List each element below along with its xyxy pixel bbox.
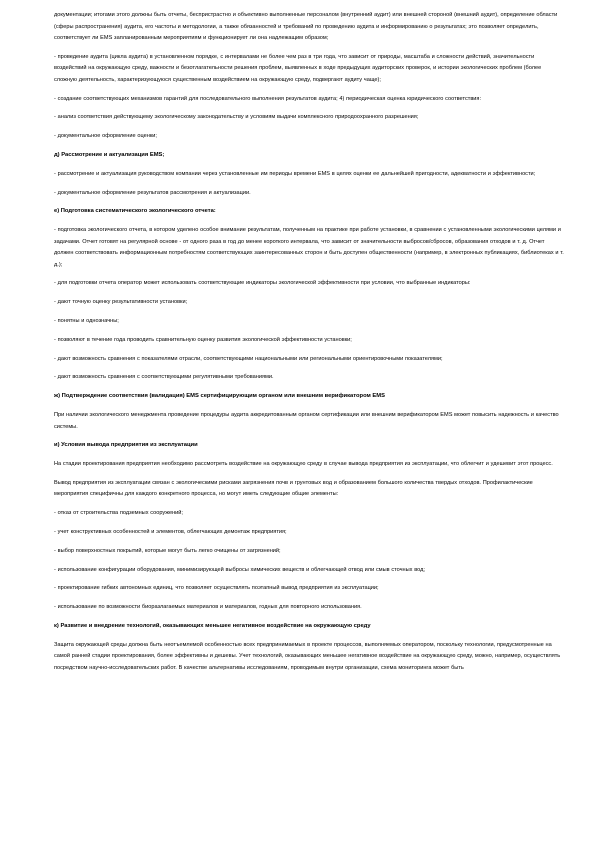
paragraph: - дают возможность сравнения с показателями отрасли, соответствующими национальными или региональными ориентировочными показателями; bbox=[54, 355, 443, 362]
paragraph: - дают точную оценку результативности установки; bbox=[54, 299, 188, 306]
paragraph: - учет конструктивных особенностей и элементов, облегчающих демонтаж предприятия; bbox=[54, 529, 287, 536]
paragraph: - создание соответствующих механизмов гарантий для последовательного выполнения результатов аудита; 4) периодическая оценка юридического соответствия: bbox=[54, 95, 482, 102]
section-heading: е) Подготовка систематического экологического отчета: bbox=[54, 208, 216, 215]
paragraph: - документальное оформление оценки; bbox=[54, 133, 157, 140]
paragraph: - использование конфигурации оборудования, минимизирующей выбросы химических веществ и облегчающей отвод или смыв сточных вод; bbox=[54, 566, 425, 573]
paragraph: Вывод предприятия из эксплуатации связан с экологическими рисками загрязнения почв и грунтовых вод и образованием большого количества твердых отходов. Профилактические мероприятия специфичны для каждого конкретного процесса, но могут иметь следующие общие элементы: bbox=[54, 479, 533, 498]
paragraph: - отказ от строительства подземных сооружений; bbox=[54, 510, 183, 517]
paragraph: При наличии экологического менеджмента проведение процедуры аудита аккредитованным органом сертификации или внешним верификатором EMS может повысить надежность и качество системы. bbox=[54, 412, 559, 430]
paragraph: - подготовка экологического отчета, в котором уделено особое внимание результатам, полученным на практике при работе установки, в сравнении с установленными экологическими целями и задачами. Отчет готовят на регулярной основе - от одного раза в год до менее короткого интервала, что зависит от значительности выбросов/сбросов, образования отходов и т. д. Отчет должен соответствовать информационным потребностям соответствующих заинтересованных сторон и быть доступен общественности (например, в электронных публикациях, библиотеках и т. д.); bbox=[54, 227, 564, 268]
section-heading: к) Развитие и внедрение технологий, оказывающих меньшее негативное воздействие на окружающую среду bbox=[54, 623, 371, 630]
paragraph: - использование по возможности биоразлагаемых материалов и материалов, годных для повторного использования. bbox=[54, 604, 362, 611]
paragraph: документации; итогами этого должны быть отчеты, беспристрастно и объективно выполненные персоналом (внутренний аудит) или внешней стороной (внешний аудит), определение области (сферы распространения) аудита, его частоты и методологии, а также обязанностей и требований по проведению аудита и информированию о результатах; это позволяет определить, соответствует ли EMS запланированным мероприятиям и функционирует ли она надлежащим образом; bbox=[54, 12, 558, 41]
paragraph: - для подготовки отчета оператор может использовать соответствующие индикаторы экологической эффективности при условии, что выбранные индикаторы: bbox=[54, 280, 471, 287]
section-heading: д) Рассмотрение и актуализация EMS; bbox=[54, 151, 165, 158]
paragraph: - проведение аудита (цикла аудита) в установленном порядке, с интервалами не более чем раз в три года, что зависит от природы, масштаба и сложности действий, значительности воздействий на окружающую среду, важности и безотлагательности решения проблем, выявленных в ходе предыдущих аудиторских проверок, и истории экологических проблем (более сложную деятельность, характеризующуюся существенным воздействием на окружающую среду, подвергают аудиту чаще); bbox=[54, 53, 542, 83]
paragraph: Защита окружающей среды должна быть неотъемлемой особенностью всех предпринимаемых в проекте процессов, выполняемых оператором, поскольку технологии, предусмотренные на самой ранней стадии проектирования, более эффективны и дешевы. Учет технологий, оказывающих меньшее негативное воздействие на окружающую среду, можно, например, осуществлять посредством научно-исследовательских работ. В качестве альтернативы исследованиям, проводимым внутри организации, схема мониторинга может быть bbox=[54, 641, 561, 671]
paragraph: На стадии проектирования предприятия необходимо рассмотреть воздействие на окружающую среду в случае вывода предприятия из эксплуатации, что облегчит и удешевит этот процесс. bbox=[54, 461, 553, 468]
paragraph: - дают возможность сравнения с соответствующими регулятивными требованиями. bbox=[54, 374, 274, 381]
paragraph: - документальное оформление результатов рассмотрения и актуализации. bbox=[54, 189, 251, 196]
section-heading: и) Условия вывода предприятия из эксплуатации bbox=[54, 442, 198, 449]
paragraph: - выбор поверхностных покрытий, которые могут быть легко очищены от загрязнений; bbox=[54, 547, 281, 554]
paragraph: - проектирование гибких автономных единиц, что позволяет осуществлять поэтапный вывод предприятия из эксплуатации; bbox=[54, 585, 379, 592]
paragraph: - позволяют в течение года проводить сравнительную оценку развития экологической эффективности установки; bbox=[54, 336, 352, 343]
paragraph: - анализ соответствия действующему экологическому законодательству и условиям выдачи комплексного природоохранного разрешения; bbox=[54, 114, 419, 121]
paragraph: - рассмотрение и актуализация руководством компании через установленные им периоды времени EMS в целях оценки ее дальнейшей пригодности, адекватности и эффективности; bbox=[54, 170, 536, 177]
paragraph: - понятны и однозначны; bbox=[54, 318, 119, 325]
section-heading: ж) Подтверждение соответствия (валидация) EMS сертифицирующим органом или внешним верификатором EMS bbox=[54, 393, 385, 400]
